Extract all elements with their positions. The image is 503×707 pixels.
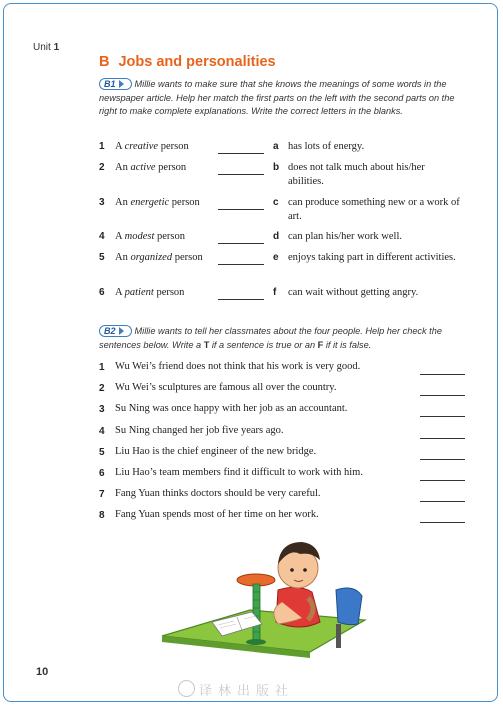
keyword: active [130,162,156,173]
b1-option-letter: b [273,162,280,173]
noun: person [171,197,200,208]
answer-blank[interactable] [420,511,465,523]
b1-item-number: 2 [99,162,105,173]
b1-option-text: does not talk much about his/her abilities. [288,162,425,187]
article: An [115,197,128,208]
section-letter: B [99,54,110,70]
b1-option-text: can produce something new or a work of art. [288,197,460,222]
b2-statement: Liu Hao’s team members find it difficult to work with him. [115,467,363,478]
article: A [115,141,123,152]
b1-item-left-part [115,140,189,154]
b1-option-letter: d [273,231,280,242]
b1-option-text: can wait without getting angry. [288,287,419,298]
unit-label: Unit 1 [33,42,60,53]
article: A [115,231,123,242]
answer-blank[interactable] [218,232,264,244]
b2-statement: Liu Hao is the chief engineer of the new bridge. [115,445,317,457]
b2-statement: Wu Wei’s friend does not think that his work is very good. [115,361,361,372]
b2-statement: Fang Yuan spends most of her time on her work. [115,509,319,521]
section-heading [99,54,276,70]
article: A [115,287,123,298]
keyword: energetic [130,197,170,208]
b1-item-left-part [115,161,186,175]
b2-item-number: 4 [99,425,105,437]
keyword: modest [124,231,155,242]
b1-tag: B1 [99,78,132,90]
b1-option-text: enjoys taking part in different activities. [288,252,456,263]
answer-blank[interactable] [420,469,465,481]
b1-item-left-part [115,251,203,265]
keyword: organized [130,252,173,263]
answer-blank[interactable] [420,384,465,396]
answer-blank[interactable] [218,288,264,300]
keyword: patient [124,287,154,298]
b1-option-letter: f [273,287,277,298]
article: An [115,162,128,173]
b1-option-letter: a [273,141,279,152]
b2-statement: Su Ning was once happy with her job as an accountant. [115,403,348,415]
publisher-name: 译林出版社 [199,684,295,699]
page-number: 10 [36,666,49,678]
b1-item-number: 6 [99,287,105,298]
b2-statement: Fang Yuan thinks doctors should be very careful. [115,488,321,500]
keyword: creative [124,141,159,152]
answer-blank[interactable] [420,363,465,375]
answer-blank[interactable] [218,163,264,175]
answer-blank[interactable] [420,490,465,502]
b2-statement: Su Ning changed her job five years ago. [115,424,284,436]
play-arrow-icon [119,80,124,88]
b2-item-number: 6 [99,468,105,479]
b1-option-text: has lots of energy. [288,141,365,152]
b1-item-left-part [115,286,184,300]
answer-blank[interactable] [218,253,264,265]
b2-item-number: 2 [99,383,105,395]
b1-item-number: 5 [99,252,105,263]
noun: person [158,162,187,173]
publisher-logo-icon [178,680,195,697]
section-title: Jobs and personalities [118,54,276,70]
noun: person [174,252,203,263]
b2-tag: B2 [99,325,132,337]
noun: person [156,287,185,298]
answer-blank[interactable] [218,142,264,154]
b2-item-number: 7 [99,489,105,501]
b1-option-text: can plan his/her work well. [288,231,403,242]
b1-item-number: 3 [99,197,105,208]
b1-item-number: 1 [99,141,105,152]
play-arrow-icon [119,327,124,335]
student-reading-illustration [160,528,390,658]
noun: person [160,141,189,152]
b2-item-number: 3 [99,404,105,416]
b1-item-left-part [115,230,185,244]
answer-blank[interactable] [420,405,465,417]
answer-blank[interactable] [420,427,465,439]
b2-statement: Wu Wei’s sculptures are famous all over the country. [115,382,337,394]
b2-item-number: 1 [99,362,105,373]
noun: person [157,231,186,242]
b1-item-left-part [115,196,200,210]
b1-item-number: 4 [99,231,105,242]
b2-instruction: B2 Millie wants to tell her classmates about the four people. Help her check the sentences below. Write a T if a sentence is true or an F if it is false. [99,326,442,350]
answer-blank[interactable] [420,448,465,460]
b1-instruction: B1 Millie wants to make sure that she knows the meanings of some words in the newspaper article. Help her match the first parts on the left with the second parts on the right to make complete explanations. Write the correct letters in the blanks. [99,79,455,117]
answer-blank[interactable] [218,198,264,210]
article: An [115,252,128,263]
b1-option-letter: c [273,197,279,208]
b2-item-number: 5 [99,446,105,458]
b2-item-number: 8 [99,510,105,522]
b1-option-letter: e [273,252,279,263]
